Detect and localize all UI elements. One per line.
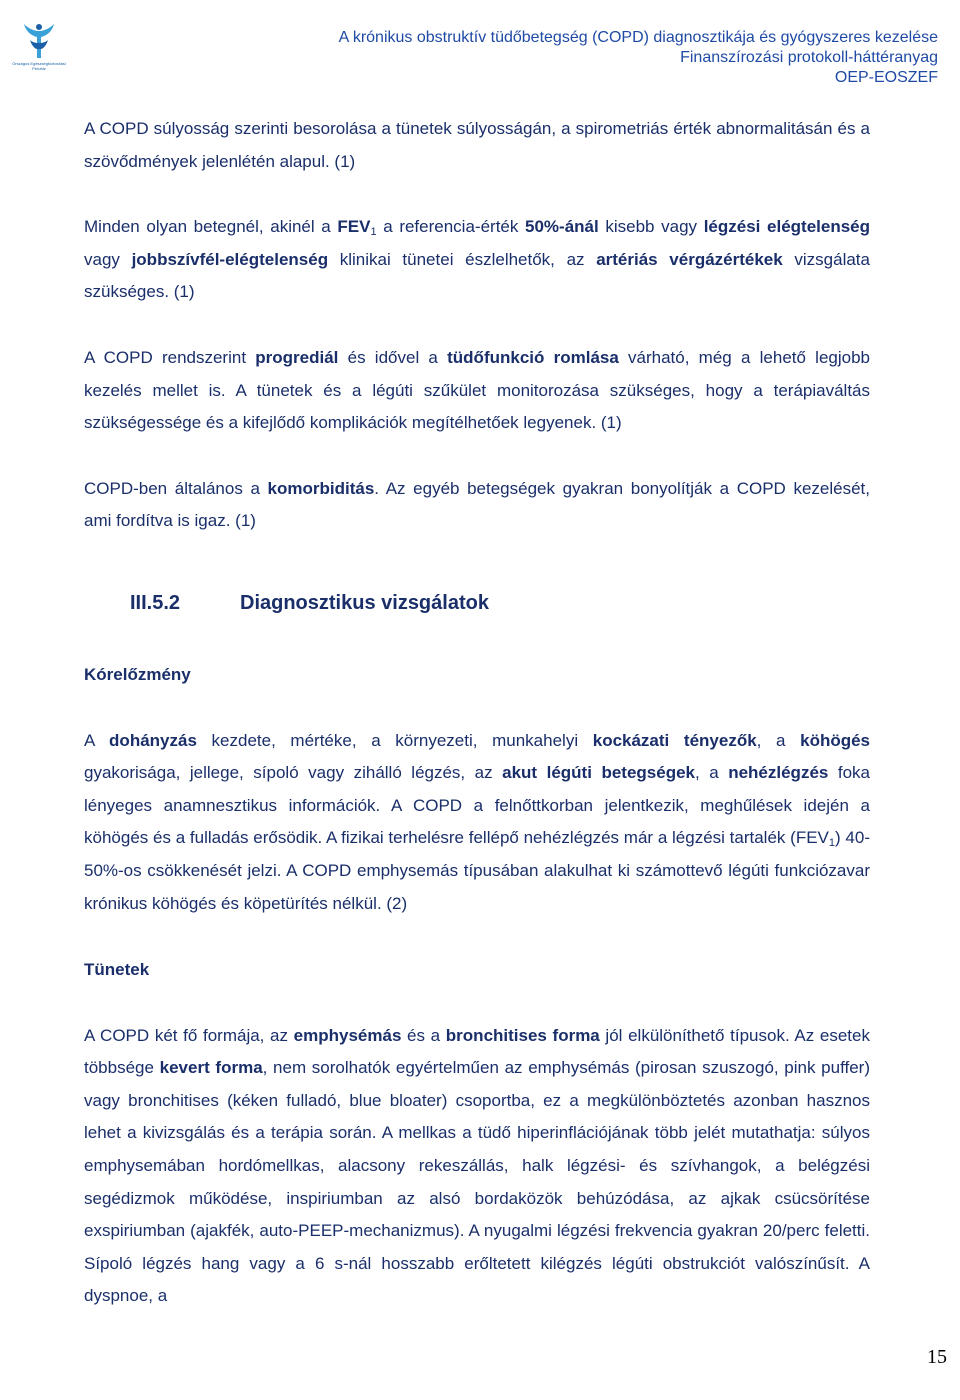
subscript: 1 xyxy=(828,837,836,850)
subheading-symptoms: Tünetek xyxy=(84,960,150,980)
page-header xyxy=(0,0,960,90)
text: és a xyxy=(401,1025,446,1045)
paragraph-classification: A COPD súlyosság szerinti besorolása a tünetek súlyosságán, a spirometriás érték abnormalitásán és a szövődmények jelenlétén alapul. (1) xyxy=(84,119,870,171)
bold-text: tüdőfunkció romlása xyxy=(447,347,619,367)
text: Minden olyan betegnél, akinél a xyxy=(84,217,338,237)
text: klinikai tünetei észlelhetők, az xyxy=(328,249,597,269)
text: , a xyxy=(756,730,801,750)
text: a referencia-érték xyxy=(376,217,526,237)
bold-text: légzési elégtelenség xyxy=(703,217,871,237)
text: COPD-ben általános a xyxy=(84,478,268,498)
text: . Az egyéb betegségek gyakran bonyolítják a COPD kezelését, ami fordítva is igaz. (1) xyxy=(84,478,870,531)
header-org: OEP-EOSZEF xyxy=(834,69,938,86)
section-heading xyxy=(84,583,870,623)
page-content xyxy=(84,113,870,1313)
text: , a xyxy=(695,763,729,783)
text: jól elkülöníthető típusok. Az esetek többsége xyxy=(84,1025,870,1078)
paragraph-fev1 xyxy=(84,211,870,309)
bold-text: bronchitises forma xyxy=(445,1025,600,1045)
bold-text: dohányzás xyxy=(109,730,197,750)
bold-text: progrediál xyxy=(255,347,339,367)
paragraph-history xyxy=(84,725,870,921)
header-title-block xyxy=(339,28,938,88)
bold-text: kevert forma xyxy=(159,1058,263,1078)
bold-text: jobbszívfél-elégtelenség xyxy=(131,249,329,269)
text: ) 40-50%-os csökkenését jelzi. A COPD emphysemás típusában alakulhat ki számottevő légúti funkciózavar krónikus köhögés és köpetürítés nélkül. (2) xyxy=(84,828,870,913)
subheading-history: Kórelőzmény xyxy=(84,664,191,684)
text: , nem sorolhatók egyértelműen az emphysémás (pirosan szuszogó, pink puffer) vagy bronchitises (kéken fulladó, blue bloater) csoportba, ez a megkülönböztetés azonban hasznos lehet a kivizsgálás és a terápia során. A mellkas a tüdő hiperinflációjának több jelét mutathatja: súlyos emphysemában hordómellkas, alacsony rekeszállás, halk légzési- és szívhangok, a belégzési segédizmok működése, inspiriumban az alsó bordaközök behúzódása, az ajkak csücsörítése exspiriumban (ajakfék, auto-PEEP-mechanizmus). A nyugalmi légzési frekvencia gyakran 20/perc feletti. Sípoló légzés hang vagy a 6 s-nál hosszabb erőltetett kilégzés légúti obstrukciót valószínűsít. A dyspnoe, a xyxy=(84,1058,870,1306)
text: A COPD két fő formája, az xyxy=(84,1025,294,1045)
bold-text: emphysémás xyxy=(293,1025,402,1045)
bold-text: kockázati tényezők xyxy=(592,730,757,750)
text: gyakorisága, jellege, sípoló vagy zihálló légzés, az xyxy=(84,763,503,783)
text: kisebb vagy xyxy=(598,217,704,237)
paragraph-progression xyxy=(84,342,870,440)
text: A xyxy=(84,730,110,750)
oep-logo xyxy=(8,18,70,76)
bold-text: köhögés xyxy=(800,730,871,750)
paragraph-comorbidity xyxy=(84,473,870,538)
header-title: A krónikus obstruktív tüdőbetegség (COPD) diagnosztikája és gyógyszeres kezelése xyxy=(338,29,938,46)
section-number: III.5.2 xyxy=(130,591,181,614)
text: vizsgálata szükséges. (1) xyxy=(84,249,870,302)
text: vagy xyxy=(84,249,132,269)
page-number: 15 xyxy=(927,1346,947,1368)
bold-text: komorbiditás xyxy=(267,478,375,498)
text: kezdete, mértéke, a környezeti, munkahelyi xyxy=(196,730,593,750)
logo-caption: Országos Egészségbiztosítási Pénztár xyxy=(12,61,66,71)
text: A COPD rendszerint xyxy=(84,347,256,367)
bold-text: 50%-ánál xyxy=(525,217,599,237)
bold-text: akut légúti betegségek xyxy=(502,763,695,783)
text: foka lényeges anamnesztikus információk. A COPD a felnőttkorban jelentkezik, meghűlések idején a köhögés és a fulladás erősödik. A fizikai terhelésre fellépő nehézlégzés már a légzési tartalék (FEV xyxy=(84,763,871,848)
bold-text: nehézlégzés xyxy=(728,763,829,783)
header-subtitle: Finanszírozási protokoll-háttéranyag xyxy=(680,49,938,66)
text: várható, még a lehető legjobb kezelés mellet is. A tünetek és a légúti szűkület monitorozása szükséges, hogy a terápiaváltás szükségessége és a kifejlődő komplikációk megítélhetőek legyenek. (1) xyxy=(84,347,871,433)
subscript: 1 xyxy=(370,226,377,239)
bold-text: artériás vérgázértékek xyxy=(596,249,783,269)
text: és idővel a xyxy=(338,347,448,367)
bold-text: FEV xyxy=(337,217,371,237)
paragraph-symptoms xyxy=(84,1020,870,1313)
section-title: Diagnosztikus vizsgálatok xyxy=(240,591,489,614)
